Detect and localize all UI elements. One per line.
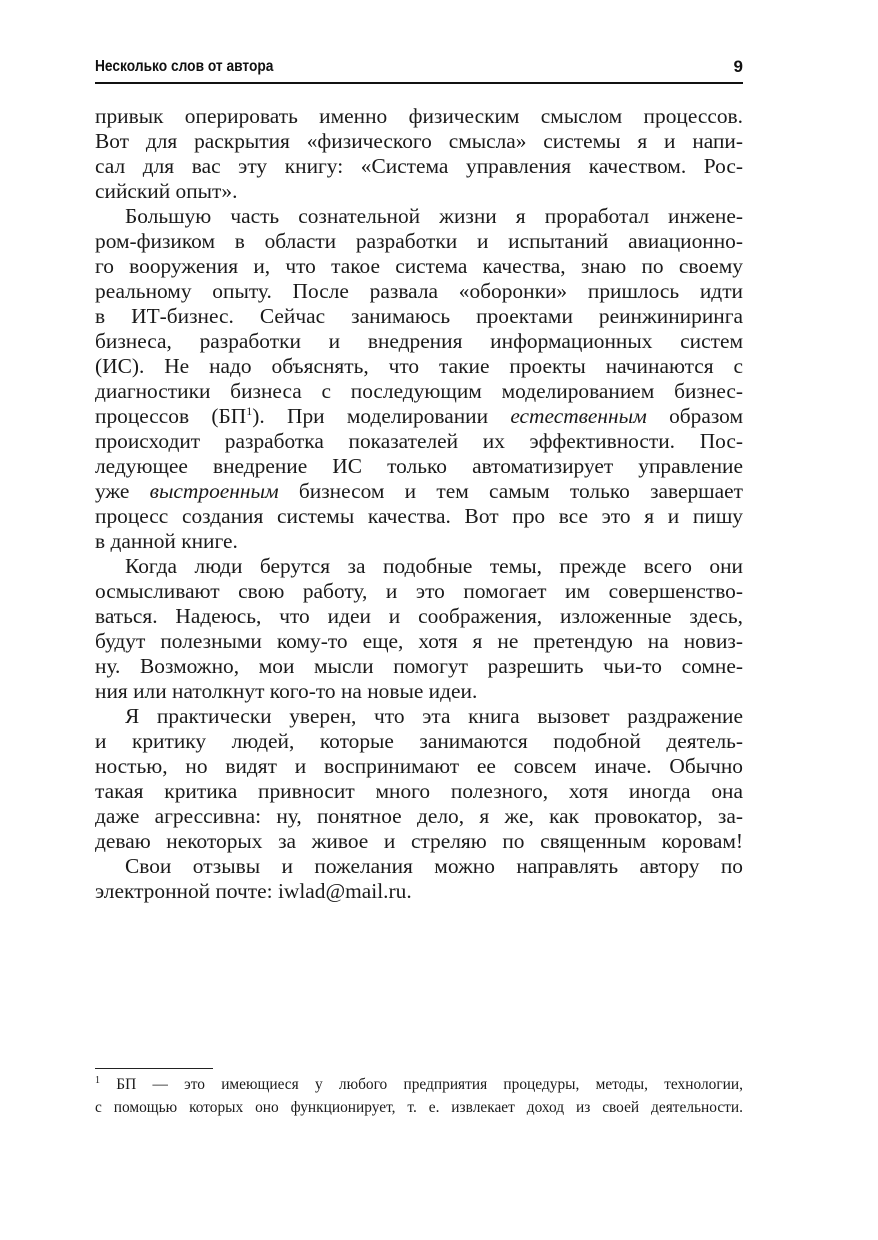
text-line: процесс создания системы качества. Вот про все это я и пишу bbox=[95, 504, 743, 528]
footnote bbox=[95, 1073, 743, 1119]
text-fragment: процессов (БП bbox=[95, 404, 247, 428]
text-line: в данной книге. bbox=[95, 529, 238, 553]
footnote-ref: 1 bbox=[246, 403, 253, 418]
text-line: ностью, но видят и воспринимают ее совсем иначе. Обычно bbox=[95, 754, 743, 778]
text-line: (ИС). Не надо объяснять, что такие проекты начинаются с bbox=[95, 354, 743, 378]
text-line: Большую часть сознательной жизни я проработал инжене- bbox=[125, 204, 743, 228]
text-line: Когда люди берутся за подобные темы, прежде всего они bbox=[125, 554, 743, 578]
text-line: такая критика привносит много полезного, хотя иногда она bbox=[95, 779, 743, 803]
footnote-marker: 1 bbox=[95, 1074, 100, 1086]
text-line: будут полезными кому-то еще, хотя я не претендую на новиз- bbox=[95, 629, 743, 653]
page-number: 9 bbox=[733, 57, 743, 76]
running-header bbox=[95, 56, 743, 84]
emphasis: естественным bbox=[510, 404, 647, 428]
text-line-with-emphasis bbox=[95, 479, 743, 504]
main-text bbox=[95, 104, 743, 904]
text-line: происходит разработка показателей их эффективности. Пос- bbox=[95, 429, 743, 453]
text-line: реальному опыту. После развала «оборонки» пришлось идти bbox=[95, 279, 743, 303]
text-line: диагностики бизнеса с последующим моделированием бизнес- bbox=[95, 379, 743, 403]
emphasis: выстроенным bbox=[149, 479, 279, 503]
text-fragment: ). При моделировании bbox=[252, 404, 511, 428]
text-line: привык оперировать именно физическим смыслом процессов. bbox=[95, 104, 743, 128]
text-line: ну. Возможно, мои мысли помогут разрешить чьи-то сомне- bbox=[95, 654, 743, 678]
footnote-divider bbox=[95, 1068, 213, 1069]
text-line: осмысливают свою работу, и это помогает им совершенство- bbox=[95, 579, 743, 603]
footnote-line bbox=[95, 1073, 743, 1096]
text-line: Я практически уверен, что эта книга вызовет раздражение bbox=[125, 704, 743, 728]
text-line: даже агрессивна: ну, понятное дело, я же, как провокатор, за- bbox=[95, 804, 743, 828]
text-line: сал для вас эту книгу: «Система управления качеством. Рос- bbox=[95, 154, 743, 178]
text-line: го вооружения и, что такое система качества, знаю по своему bbox=[95, 254, 743, 278]
text-line: деваю некоторых за живое и стреляю по священным коровам! bbox=[95, 829, 743, 853]
header-title: Несколько слов от автора bbox=[95, 58, 274, 75]
text-line: и критику людей, которые занимаются подобной деятель- bbox=[95, 729, 743, 753]
text-line: сийский опыт». bbox=[95, 179, 238, 203]
footnote-line: с помощью которых оно функционирует, т. е. извлекает доход из своей деятельности. bbox=[95, 1099, 743, 1116]
text-line: Вот для раскрытия «физического смысла» системы я и напи- bbox=[95, 129, 743, 153]
text-fragment: уже bbox=[95, 479, 150, 503]
footnote-text: БП — это имеющиеся у любого предприятия процедуры, методы, технологии, bbox=[100, 1076, 743, 1093]
text-line: ром-физиком в области разработки и испытаний авиационно- bbox=[95, 229, 743, 253]
text-fragment: образом bbox=[646, 404, 744, 428]
text-fragment: бизнесом и тем самым только завершает bbox=[278, 479, 743, 503]
text-line: ния или натолкнут кого-то на новые идеи. bbox=[95, 679, 478, 703]
text-line: бизнеса, разработки и внедрения информационных систем bbox=[95, 329, 743, 353]
text-line-email: электронной почте: iwlad@mail.ru. bbox=[95, 879, 412, 903]
text-line-with-footnote-ref bbox=[95, 404, 743, 429]
text-line: Свои отзывы и пожелания можно направлять автору по bbox=[125, 854, 743, 878]
text-line: в ИТ-бизнес. Сейчас занимаюсь проектами реинжиниринга bbox=[95, 304, 743, 328]
text-line: ваться. Надеюсь, что идеи и соображения, изложенные здесь, bbox=[95, 604, 743, 628]
text-line: ледующее внедрение ИС только автоматизирует управление bbox=[95, 454, 743, 478]
